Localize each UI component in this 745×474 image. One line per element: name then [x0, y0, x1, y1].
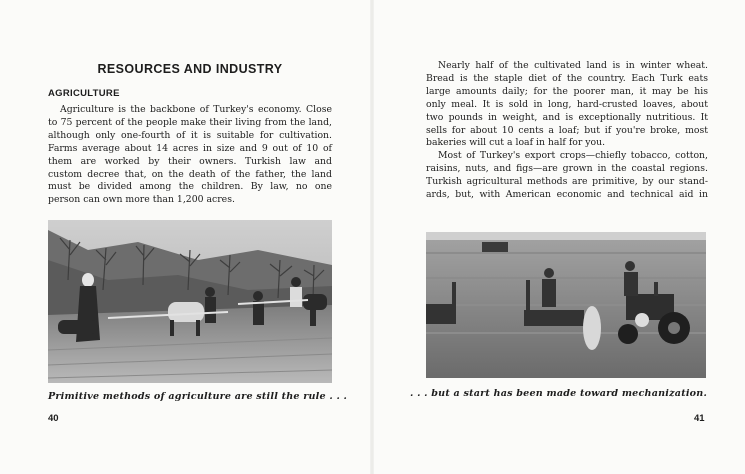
text-line: only meal. It is sold in long, hard-crusted loaves, about [426, 98, 708, 110]
page-number-left: 40 [48, 413, 59, 424]
photo-caption-right: . . . but a start has been made toward mechanization. [410, 388, 707, 399]
text-line: Nearly half of the cultivated land is in winter wheat. [438, 60, 708, 71]
text-line: ards, but, with American economic and technical aid in [426, 189, 708, 201]
text-line: Turkish agricultural methods are primitive, by our stand- [426, 176, 708, 188]
text-line: Agriculture is the backbone of Turkey's economy. Close [60, 104, 332, 115]
photo-caption-left: Primitive methods of agriculture are still the rule . . . [48, 391, 348, 402]
agriculture-paragraph [48, 104, 332, 207]
text-line: must be divided among the children. By law, no one [48, 181, 332, 193]
text-line: although only one-fourth of it is suitable for cultivation. [48, 129, 332, 141]
text-line: bakeries will cut a loaf in half for you. [426, 137, 606, 149]
text-line: large amounts daily; for the poorer man, it may be his [426, 85, 708, 97]
text-line: custom decree that, on the death of the father, the land [48, 168, 332, 180]
text-line: them are worked by their owners. Turkish law and [48, 155, 332, 167]
text-line: raisins, nuts, and figs—are grown in the coastal regions. [426, 163, 708, 175]
wheat-and-exports-text [426, 60, 708, 202]
text-line: two pounds in weight, and is exceptionally nutritious. It [426, 111, 708, 123]
photo-tractor-in-field [426, 232, 706, 378]
text-line: person can own more than 1,200 acres. [48, 194, 235, 206]
photo-plowing-with-oxen [48, 220, 332, 383]
text-line: sells for about 10 cents a loaf; but if you're broke, most [426, 124, 708, 136]
chapter-title: RESOURCES AND INDUSTRY [97, 62, 283, 76]
text-line: Most of Turkey's export crops—chiefly tobacco, cotton, [438, 150, 708, 162]
section-heading-agriculture: AGRICULTURE [48, 88, 120, 99]
text-line: to 75 percent of the people make their living from the land, [48, 116, 332, 128]
page-number-right: 41 [694, 413, 705, 424]
text-line: Farms average about 14 acres in size and 9 out of 10 of [48, 142, 332, 154]
text-line: Bread is the staple diet of the country. Each Turk eats [426, 72, 708, 84]
